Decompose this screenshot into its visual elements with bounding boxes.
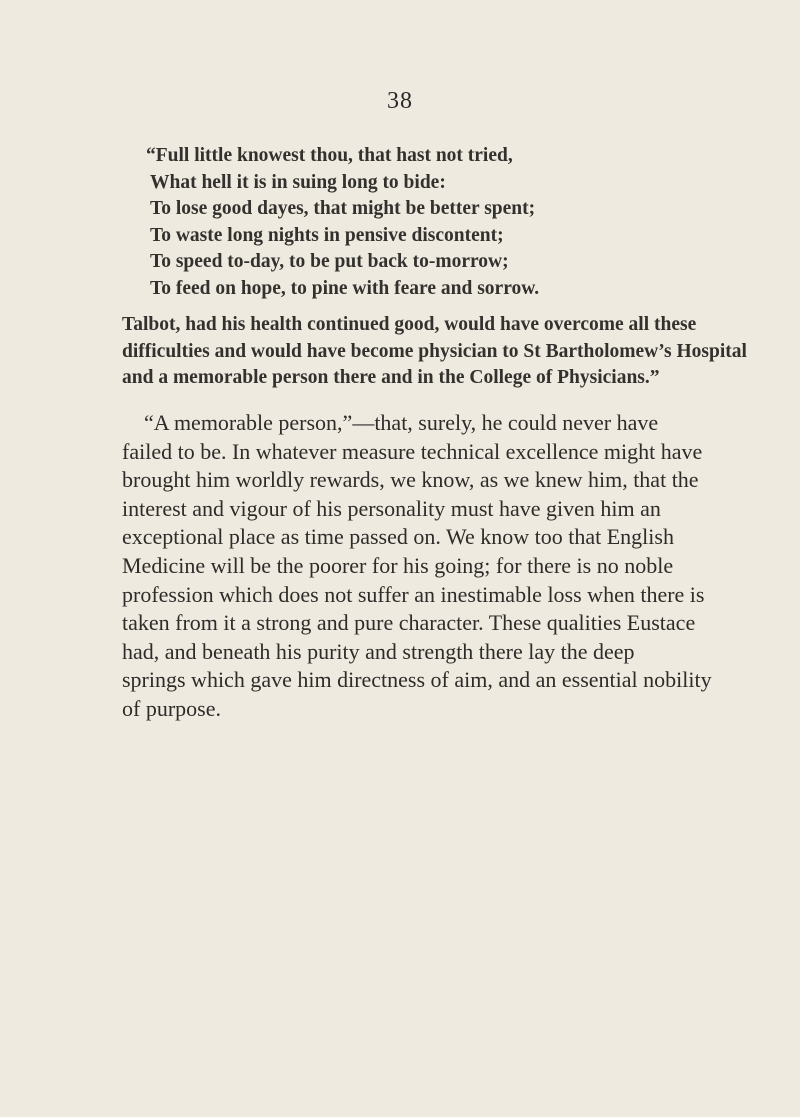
paragraph-line: springs which gave him directness of aim, and an essential nobility	[122, 667, 712, 693]
paragraph-line: failed to be. In whatever measure technical excellence might have	[122, 438, 703, 464]
paragraph-line: had, and beneath his purity and strength there lay the deep	[122, 638, 635, 664]
verse-line: “Full little knowest thou, that hast not tried,	[146, 145, 513, 166]
verse-line: To speed to-day, to be put back to-morrow;	[150, 251, 509, 272]
quoted-verse	[146, 143, 710, 302]
paragraph-line: exceptional place as time passed on. We know too that English	[122, 524, 674, 550]
paragraph-line: taken from it a strong and pure character. These qualities Eustace	[122, 610, 696, 636]
paragraph-line: interest and vigour of his personality must have given him an	[122, 495, 661, 521]
page-number: 38	[387, 88, 413, 114]
verse-line: To feed on hope, to pine with feare and sorrow.	[150, 277, 540, 299]
prose-line: difficulties and would have become physician to St Bartholomew’s Hospital	[122, 340, 747, 362]
prose-line: Talbot, had his health continued good, would have overcome all these	[122, 314, 697, 335]
paragraph-line: Medicine will be the poorer for his going; for there is no noble	[122, 552, 674, 578]
paragraph-line: brought him worldly rewards, we know, as we knew him, that the	[122, 467, 699, 493]
verse-line: To waste long nights in pensive discontent;	[150, 224, 504, 246]
paragraph-line: of purpose.	[122, 695, 221, 721]
verse-line: What hell it is in suing long to bide:	[150, 171, 446, 193]
verse-line: To lose good dayes, that might be better spent;	[150, 198, 536, 219]
paragraph-line: “A memorable person,”—that, surely, he could never have	[144, 410, 659, 435]
body-paragraph	[122, 409, 722, 724]
paragraph-line: profession which does not suffer an inestimable loss when there is	[122, 581, 705, 607]
prose-line: and a memorable person there and in the College of Physicians.”	[122, 367, 660, 388]
quoted-prose	[122, 312, 747, 392]
